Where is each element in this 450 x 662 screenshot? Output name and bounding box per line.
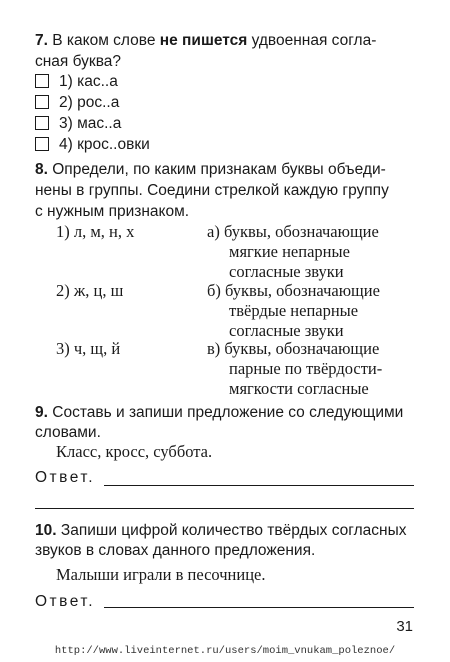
q8-feature-b-3: согласные звуки	[229, 321, 344, 340]
checkbox-icon[interactable]	[35, 116, 49, 130]
q9-answer-label: Ответ.	[35, 469, 96, 486]
q10-answer-line[interactable]	[104, 607, 414, 608]
q8-text: Определи, по каким признакам буквы объеди-	[52, 161, 386, 178]
q8-line3: с нужным признаком.	[35, 203, 190, 220]
page-number: 31	[396, 618, 413, 635]
q8-group-3: 3) ч, щ, й	[56, 339, 121, 358]
q9-number: 9.	[35, 404, 48, 421]
q10-line1	[35, 521, 406, 541]
q8-feature-c-1: в) буквы, обозначающие	[207, 339, 380, 358]
q7-number: 7.	[35, 32, 48, 49]
q7-line2: сная буква?	[35, 53, 121, 70]
q7-text-before: В каком слове	[52, 32, 156, 49]
q9-answer-line-2[interactable]	[35, 508, 414, 509]
q8-group-2: 2) ж, ц, ш	[56, 281, 124, 300]
q8-feature-b-1: б) буквы, обозначающие	[207, 281, 380, 300]
q9-text: Составь и запиши предложение со следующими	[52, 404, 404, 421]
q8-feature-c-2: парные по твёрдости-	[229, 359, 383, 378]
q8-line1	[35, 160, 386, 180]
q8-line2: нены в группы. Соедини стрелкой каждую группу	[35, 182, 389, 199]
q9-line1	[35, 403, 403, 423]
q8-feature-a-2: мягкие непарные	[229, 242, 350, 261]
q8-group-1: 1) л, м, н, х	[56, 222, 135, 241]
q10-line2: звуков в словах данного предложения.	[35, 542, 316, 559]
q8-feature-b-2: твёрдые непарные	[229, 301, 359, 320]
q7-option-label: 1) кас..а	[59, 73, 118, 90]
q9-words: Класс, кросс, суббота.	[56, 442, 213, 461]
checkbox-icon[interactable]	[35, 95, 49, 109]
q7-option-label: 4) крос..овки	[59, 136, 150, 153]
q8-number: 8.	[35, 161, 48, 178]
q8-feature-c-3: мягкости согласные	[229, 379, 369, 398]
q7-option-label: 3) мас..а	[59, 115, 122, 132]
q7-line1	[35, 31, 376, 51]
q10-text: Запиши цифрой количество твёрдых согласных	[60, 522, 407, 539]
q7-option-label: 2) рос..а	[59, 94, 120, 111]
footer-url: http://www.liveinternet.ru/users/moim_vnukam_poleznoe/	[54, 645, 396, 657]
q7-text-bold: не пишется	[159, 32, 248, 49]
q9-answer-line[interactable]	[104, 485, 414, 486]
q7-text-after: удвоенная согла-	[251, 32, 377, 49]
q10-number: 10.	[35, 522, 57, 539]
q8-feature-a-1: а) буквы, обозначающие	[207, 222, 379, 241]
checkbox-icon[interactable]	[35, 74, 49, 88]
q8-feature-a-3: согласные звуки	[229, 262, 344, 281]
q10-sentence: Малыши играли в песочнице.	[56, 565, 266, 584]
checkbox-icon[interactable]	[35, 137, 49, 151]
q9-line2: словами.	[35, 424, 101, 441]
q10-answer-label: Ответ.	[35, 593, 96, 610]
